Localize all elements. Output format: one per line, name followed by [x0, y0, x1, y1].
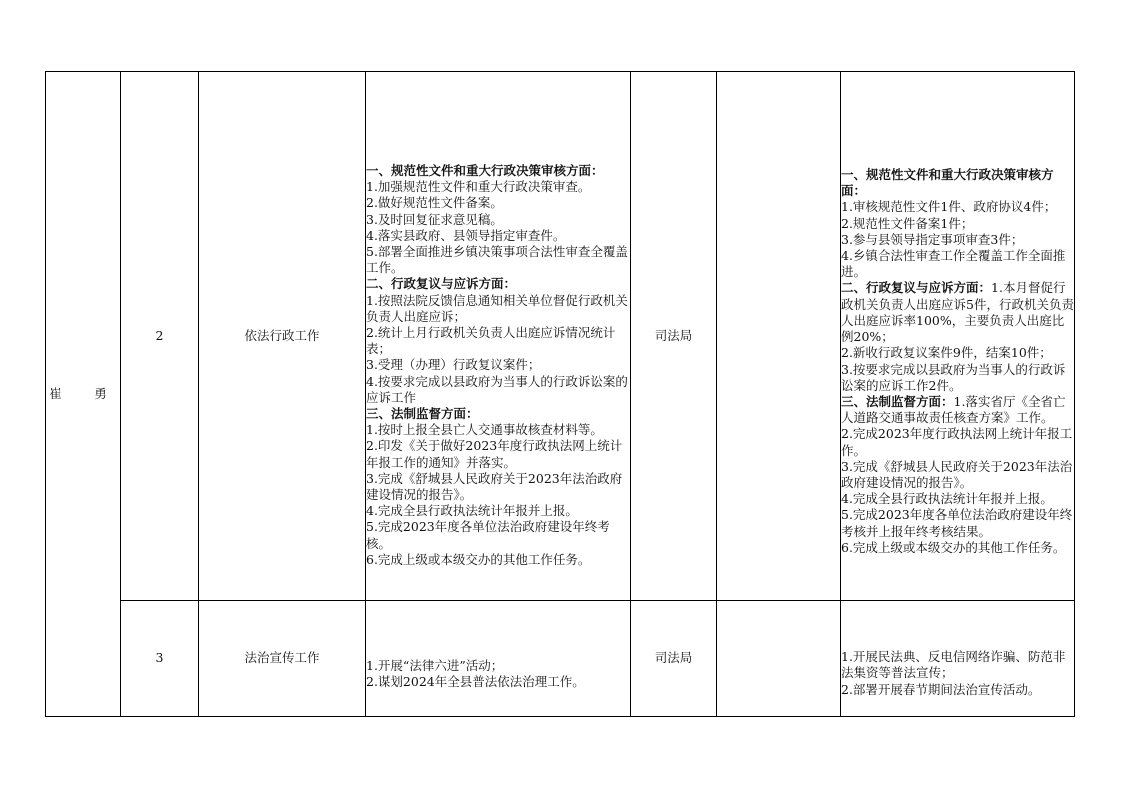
- result-text: [841, 619, 1074, 698]
- work-table: [45, 71, 1075, 717]
- list-item: 2.印发《关于做好2023年度行政执法网上统计年报工作的通知》并落实。: [366, 438, 623, 470]
- list-item: 3.及时回复征求意见稿。: [366, 211, 503, 227]
- list-item: 3.完成《舒城县人民政府关于2023年法治政府建设情况的报告》。: [366, 470, 623, 503]
- list-item: 2.完成2023年度行政执法网上统计年报工作。: [841, 426, 1073, 458]
- list-item: 3.参与县领导指定事项审查3件；: [841, 231, 1024, 247]
- department-cell: 司法局: [631, 72, 717, 601]
- list-item: 2.部署开展春节期间法治宣传活动。: [841, 681, 1041, 697]
- result-text: [841, 116, 1074, 556]
- list-item: 1.按照法院反馈信息通知相关单位督促行政机关负责人出庭应诉；: [366, 292, 628, 324]
- list-item: 2.做好规范性文件备案。: [366, 195, 503, 211]
- section-heading: 二、行政复议与应诉方面：: [841, 280, 992, 296]
- row-number-cell: 3: [121, 601, 199, 717]
- result-cell: [841, 601, 1075, 717]
- list-item: 1.审核规范性文件1件、政府协议4件；: [841, 199, 1057, 215]
- list-item: 3.完成《舒城县人民政府关于2023年法治政府建设情况的报告》。: [841, 458, 1073, 490]
- list-item: 4.落实县政府、县领导指定审查件。: [366, 227, 566, 243]
- plan-cell: [366, 72, 631, 601]
- list-item: 2.统计上月行政机关负责人出庭应诉情况统计表；: [366, 324, 616, 357]
- section-heading: 二、行政复议与应诉方面：: [366, 276, 517, 292]
- table-row: [46, 601, 1075, 717]
- section-heading: 三、法制监督方面：: [366, 406, 479, 421]
- list-item: 1.开展“法律六进”活动；: [366, 657, 504, 673]
- section-heading: 三、法制监督方面：: [841, 393, 954, 409]
- list-item: 1.按时上报全县亡人交通事故核查材料等。: [366, 422, 603, 438]
- row-number-cell: 2: [121, 72, 199, 601]
- task-name-cell: 法治宣传工作: [199, 601, 366, 717]
- table-row: [46, 72, 1075, 601]
- plan-text: [366, 627, 630, 690]
- list-item: 6.完成上级或本级交办的其他工作任务。: [366, 551, 591, 567]
- person-cell: 崔 勇: [46, 72, 121, 717]
- progress-cell: [717, 72, 841, 601]
- list-item: 4.完成全县行政执法统计年报并上报。: [841, 491, 1053, 507]
- list-item: 4.按要求完成以县政府为当事人的行政诉讼案的应诉工作: [366, 373, 628, 405]
- section-heading: 一、规范性文件和重大行政决策审核方面：: [366, 162, 604, 178]
- department-cell: 司法局: [631, 601, 717, 717]
- list-item: 5.部署全面推进乡镇决策事项合法性审查全覆盖工作。: [366, 243, 628, 276]
- progress-cell: [717, 601, 841, 717]
- list-item: 1.开展民法典、反电信网络诈骗、防范非法集资等普法宣传；: [841, 649, 1066, 681]
- plan-cell: [366, 601, 631, 717]
- task-name-cell: 依法行政工作: [199, 72, 366, 601]
- list-item: 2.规范性文件备案1件；: [841, 215, 974, 231]
- list-item: 1.加强规范性文件和重大行政决策审查。: [366, 179, 591, 195]
- list-item: 4.乡镇合法性审查工作全覆盖工作全面推进。: [841, 248, 1066, 280]
- list-item: 2.新收行政复议案件9件，结案10件；: [841, 345, 1052, 361]
- list-item: 4.完成全县行政执法统计年报并上报。: [366, 503, 578, 519]
- list-item: 3.按要求完成以县政府为当事人的行政诉讼案的应诉工作2件。: [841, 361, 1066, 393]
- result-cell: [841, 72, 1075, 601]
- plan-text: [366, 104, 630, 568]
- list-item: 6.完成上级或本级交办的其他工作任务。: [841, 539, 1066, 555]
- list-item: 二、行政复议与应诉方面：1.本月督促行政机关负责人出庭应诉5件，行政机关负责人出庭应诉率100%，主要负责人出庭比例20%；: [841, 280, 1074, 345]
- list-item: 5.完成2023年度各单位法治政府建设年终考核。: [366, 519, 610, 551]
- section-heading: 一、规范性文件和重大行政决策审核方面：: [841, 167, 1054, 199]
- list-item: 3.受理（办理）行政复议案件；: [366, 357, 541, 373]
- list-item: 三、法制监督方面：1.落实省厅《全省亡人道路交通事故责任核查方案》工作。: [841, 393, 1066, 426]
- list-item: 5.完成2023年度各单位法治政府建设年终考核并上报年终考核结果。: [841, 507, 1073, 539]
- list-item: 2.谋划2024年全县普法依法治理工作。: [366, 674, 585, 689]
